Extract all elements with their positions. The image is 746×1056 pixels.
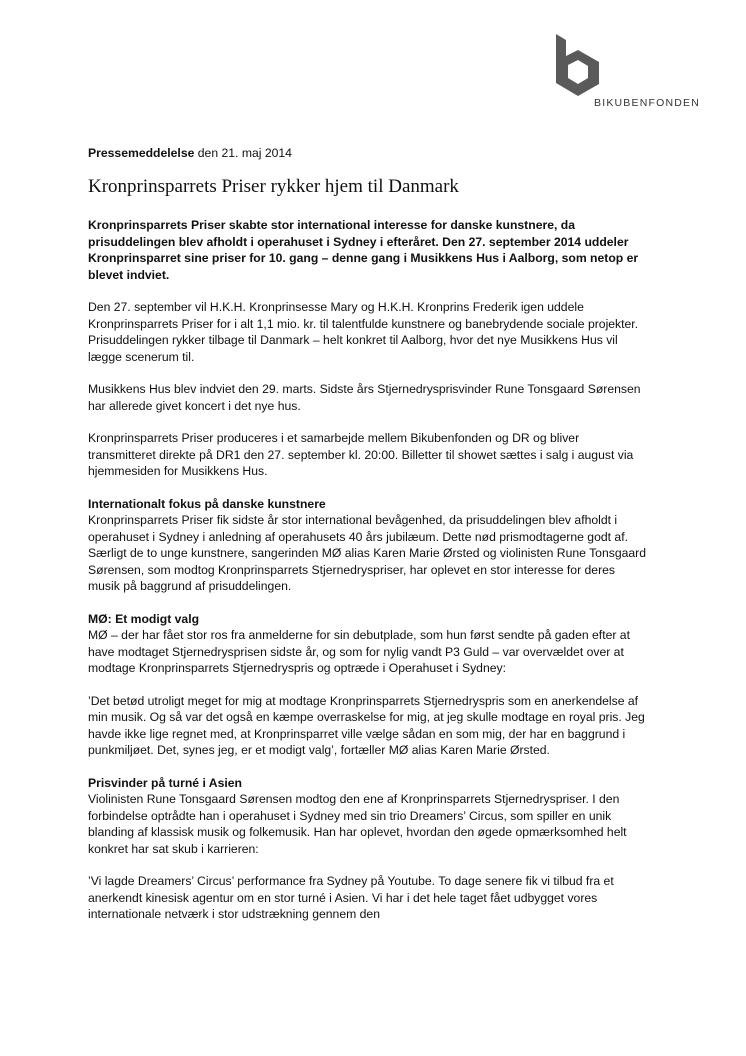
section-body: Violinisten Rune Tonsgaard Sørensen modtog den ene af Kronprinsparrets Stjernedryspriser. I den forbindelse optrådte han i operahuset i Sydney med sin trio Dreamers’ Circus, som spiller en unik blanding af klassisk musik og folkemusik. Han har oplevet, hvordan den øgede opmærksomhed helt konkret har sat skub i karrieren: <box>88 792 627 856</box>
quote-body: ’Det betød utroligt meget for mig at modtage Kronprinsparrets Stjernedryspris som en anerkendelse af min musik. Og så var det også en kæmpe overraskelse for mig, at jeg skulle modtage en royal pris. Jeg havde ikke lige regnet med, at Kronprinsparret ville vælge sådan en som mig, der har en baggrund i punkmiljøet. Det, synes jeg, er et modigt valg’, fortæller MØ alias Karen Marie Ørsted. <box>88 693 645 757</box>
quote-mo <box>88 693 648 759</box>
section-heading: Prisvinder på turné i Asien <box>88 775 242 790</box>
section-international-focus <box>88 496 648 595</box>
page-title: Kronprinsparrets Priser rykker hjem til Danmark <box>88 176 459 197</box>
release-date: den 21. maj 2014 <box>197 146 292 160</box>
lead-paragraph: Kronprinsparrets Priser skabte stor international interesse for danske kunstnere, da prisuddelingen blev afholdt i operahuset i Sydney i efteråret. Den 27. september 2014 uddeler Kronprinsparret sine priser for 10. gang – denne gang i Musikkens Hus i Aalborg, som netop er blevet indviet. <box>88 218 639 282</box>
release-meta <box>88 145 648 161</box>
paragraph-1: Den 27. september vil H.K.H. Kronprinsesse Mary og H.K.H. Kronprins Frederik igen uddele Kronprinsparrets Priser for i alt 1,1 mio. kr. til talentfulde kunstnere og banebrydende sociale projekter. Prisuddelingen rykker tilbage til Danmark – helt konkret til Aalborg, hvor det nye Musikkens Hus vil lægge scenerum til. <box>88 300 639 364</box>
section-asia-tour <box>88 775 648 858</box>
quote-rune <box>88 873 648 923</box>
section-mo <box>88 611 648 677</box>
paragraph-2: Musikkens Hus blev indviet den 29. marts. Sidste års Stjernedrysprisvinder Rune Tonsgaard Sørensen har allerede givet koncert i det nye hus. <box>88 382 641 413</box>
bikubenfonden-logo-mark <box>556 34 600 96</box>
bikubenfonden-logo <box>554 32 714 112</box>
brand-name: BIKUBENFONDEN <box>594 97 701 109</box>
section-body: MØ – der har fået stor ros fra anmelderne for sin debutplade, som hun først sendte på gaden efter at have modtaget Stjernedrysprisen sidste år, og som for nylig vandt P3 Guld – var overvældet over at modtage Kronprinsparrets Stjernedryspris og optræde i Operahuset i Sydney: <box>88 628 630 675</box>
section-body: Kronprinsparrets Priser fik sidste år stor international bevågenhed, da prisuddelingen blev afholdt i operahuset i Sydney i anledning af operahusets 40 års jubilæum. Dette nød prismodtagerne godt af. Særligt de to unge kunstnere, sangerinden MØ alias Karen Marie Ørsted og violinisten Rune Tonsgaard Sørensen, som modtog Kronprinsparrets Stjernedryspriser, har oplevet en stor interesse for deres musik på baggrund af prisuddelingen. <box>88 513 647 593</box>
section-heading: MØ: Et modigt valg <box>88 611 200 626</box>
paragraph-3: Kronprinsparrets Priser produceres i et samarbejde mellem Bikubenfonden og DR og bliver transmitteret direkte på DR1 den 27. september kl. 20:00. Billetter til showet sættes i salg i august via hjemmesiden for Musikkens Hus. <box>88 431 634 478</box>
press-release <box>88 145 648 939</box>
section-heading: Internationalt fokus på danske kunstnere <box>88 496 326 511</box>
release-label: Pressemeddelelse <box>88 146 195 160</box>
quote-body: ’Vi lagde Dreamers’ Circus’ performance fra Sydney på Youtube. To dage senere fik vi tilbud fra et anerkendt kinesisk agentur om en stor turné i Asien. Vi har i det hele taget fået udbygget vores internationale netværk i stor udstrækning gennem den <box>88 874 614 921</box>
